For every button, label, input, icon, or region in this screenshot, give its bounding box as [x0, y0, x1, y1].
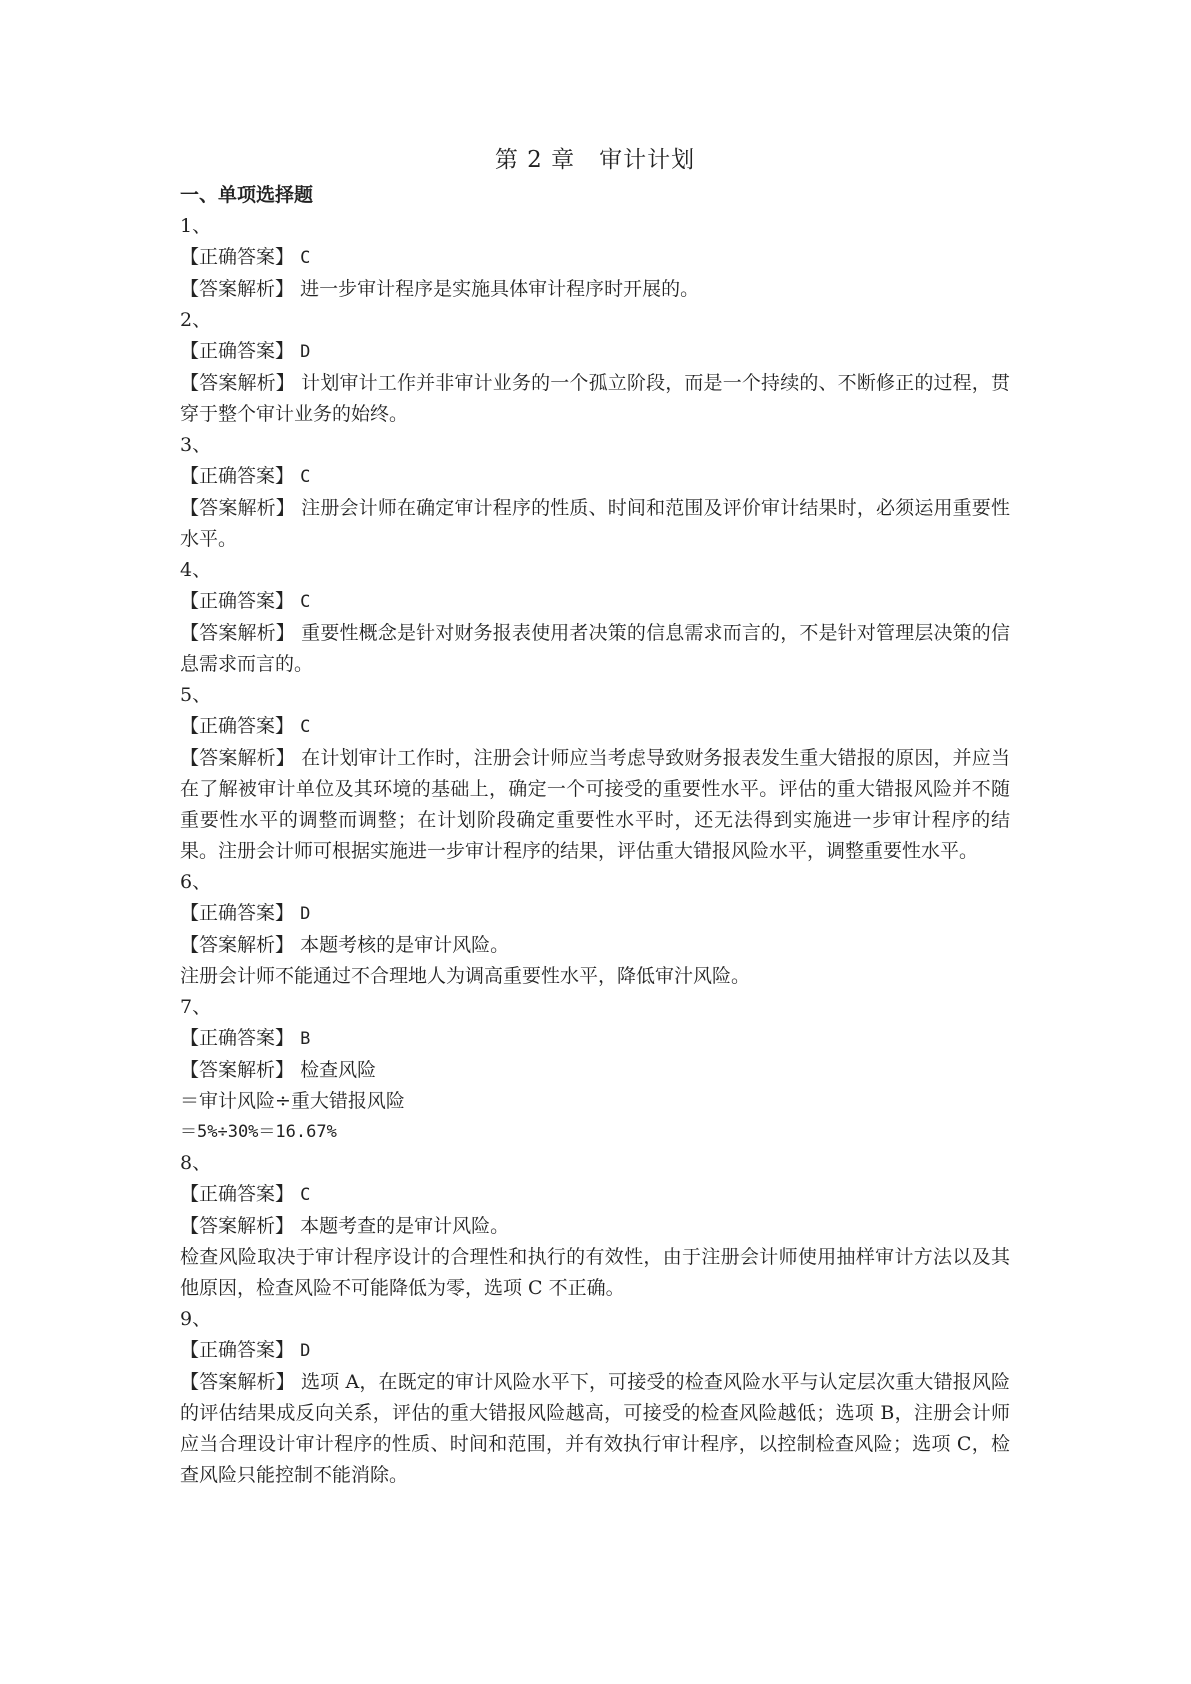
answer-value: C	[300, 248, 311, 268]
answer-line	[180, 586, 1010, 618]
answer-label: 【正确答案】	[180, 465, 295, 487]
question-block	[180, 555, 1010, 680]
answer-label: 【正确答案】	[180, 1027, 295, 1049]
answer-label: 【正确答案】	[180, 246, 295, 268]
answer-line	[180, 1179, 1010, 1211]
answer-line	[180, 242, 1010, 274]
explanation-text: 计划审计工作并非审计业务的一个孤立阶段，而是一个持续的、不断修正的过程，贯穿于整个审计业务的始终。	[180, 372, 1010, 425]
explanation-continuation: 注册会计师不能通过不合理地人为调高重要性水平，降低审汁风险。	[180, 965, 751, 987]
answer-value: C	[300, 592, 311, 612]
explanation-line	[180, 618, 1010, 680]
explanation-text: 本题考核的是审计风险。	[300, 934, 510, 956]
explanation-text: 本题考查的是审计风险。	[300, 1215, 510, 1237]
explanation-line	[180, 274, 1010, 305]
question-number: 5、	[180, 684, 212, 706]
explanation-label: 【答案解析】	[180, 1059, 295, 1081]
answer-line	[180, 336, 1010, 368]
explanation-label: 【答案解析】	[180, 622, 295, 644]
question-block	[180, 430, 1010, 555]
explanation-label: 【答案解析】	[180, 747, 295, 769]
formula-line: ＝审计风险÷重大错报风险	[180, 1090, 405, 1112]
answer-line	[180, 711, 1010, 743]
question-block	[180, 992, 1010, 1148]
explanation-label: 【答案解析】	[180, 934, 295, 956]
answer-value: C	[300, 717, 311, 737]
answer-label: 【正确答案】	[180, 1183, 295, 1205]
answer-label: 【正确答案】	[180, 715, 295, 737]
explanation-line	[180, 743, 1010, 867]
answer-line	[180, 1023, 1010, 1055]
explanation-text: 在计划审计工作时，注册会计师应当考虑导致财务报表发生重大错报的原因，并应当在了解被审计单位及其环境的基础上，确定一个可接受的重要性水平。评估的重大错报风险并不随重要性水平的调整而调整；在计划阶段确定重要性水平时，还无法得到实施进一步审计程序的结果。注册会计师可根据实施进一步审计程序的结果，评估重大错报风险水平，调整重要性水平。	[180, 747, 1010, 862]
question-number: 9、	[180, 1308, 212, 1330]
explanation-line	[180, 493, 1010, 555]
explanation-continuation: 检查风险取决于审计程序设计的合理性和执行的有效性，由于注册会计师使用抽样审计方法以及其他原因，检查风险不可能降低为零，选项 C 不正确。	[180, 1246, 1010, 1299]
explanation-line	[180, 1055, 1010, 1086]
answer-label: 【正确答案】	[180, 590, 295, 612]
answer-value: B	[300, 1029, 311, 1049]
question-number: 8、	[180, 1152, 212, 1174]
question-block	[180, 867, 1010, 992]
explanation-line	[180, 1211, 1010, 1242]
explanation-line	[180, 368, 1010, 430]
explanation-label: 【答案解析】	[180, 1215, 295, 1237]
question-block	[180, 1304, 1010, 1491]
explanation-line	[180, 1367, 1010, 1491]
explanation-label: 【答案解析】	[180, 497, 295, 519]
answer-line	[180, 898, 1010, 930]
answer-value: D	[300, 904, 311, 924]
question-number: 7、	[180, 996, 212, 1018]
explanation-text: 进一步审计程序是实施具体审计程序时开展的。	[300, 278, 700, 300]
answer-line	[180, 1335, 1010, 1367]
explanation-text: 选项 A，在既定的审计风险水平下，可接受的检查风险水平与认定层次重大错报风险的评估结果成反向关系，评估的重大错报风险越高，可接受的检查风险越低；选项 B，注册会计师应当合理设计审计程序的性质、时间和范围，并有效执行审计程序，以控制检查风险；选项 C，检查风险只能控制不能消除。	[180, 1371, 1010, 1486]
answer-value: D	[300, 342, 311, 362]
question-number: 6、	[180, 871, 212, 893]
formula-result: ＝5%÷30%＝16.67%	[180, 1122, 337, 1142]
answer-value: D	[300, 1341, 311, 1361]
question-number: 1、	[180, 215, 212, 237]
answer-value: C	[300, 467, 311, 487]
explanation-text: 检查风险	[300, 1059, 377, 1081]
question-block	[180, 211, 1010, 305]
section-heading: 一、单项选择题	[180, 184, 314, 206]
explanation-label: 【答案解析】	[180, 1371, 295, 1393]
answer-line	[180, 461, 1010, 493]
explanation-label: 【答案解析】	[180, 278, 295, 300]
chapter-title: 第 2 章 审计计划	[494, 147, 696, 173]
question-number: 2、	[180, 309, 212, 331]
question-block	[180, 1148, 1010, 1304]
explanation-line	[180, 930, 1010, 961]
explanation-text: 重要性概念是针对财务报表使用者决策的信息需求而言的，不是针对管理层决策的信息需求而言的。	[180, 622, 1010, 675]
question-block	[180, 680, 1010, 867]
answer-label: 【正确答案】	[180, 1339, 295, 1361]
question-number: 4、	[180, 559, 212, 581]
explanation-text: 注册会计师在确定审计程序的性质、时间和范围及评价审计结果时，必须运用重要性水平。	[180, 497, 1010, 550]
answer-value: C	[300, 1185, 311, 1205]
answer-label: 【正确答案】	[180, 340, 295, 362]
explanation-label: 【答案解析】	[180, 372, 295, 394]
document-page	[180, 140, 1010, 1491]
question-block	[180, 305, 1010, 430]
answer-label: 【正确答案】	[180, 902, 295, 924]
question-number: 3、	[180, 434, 212, 456]
